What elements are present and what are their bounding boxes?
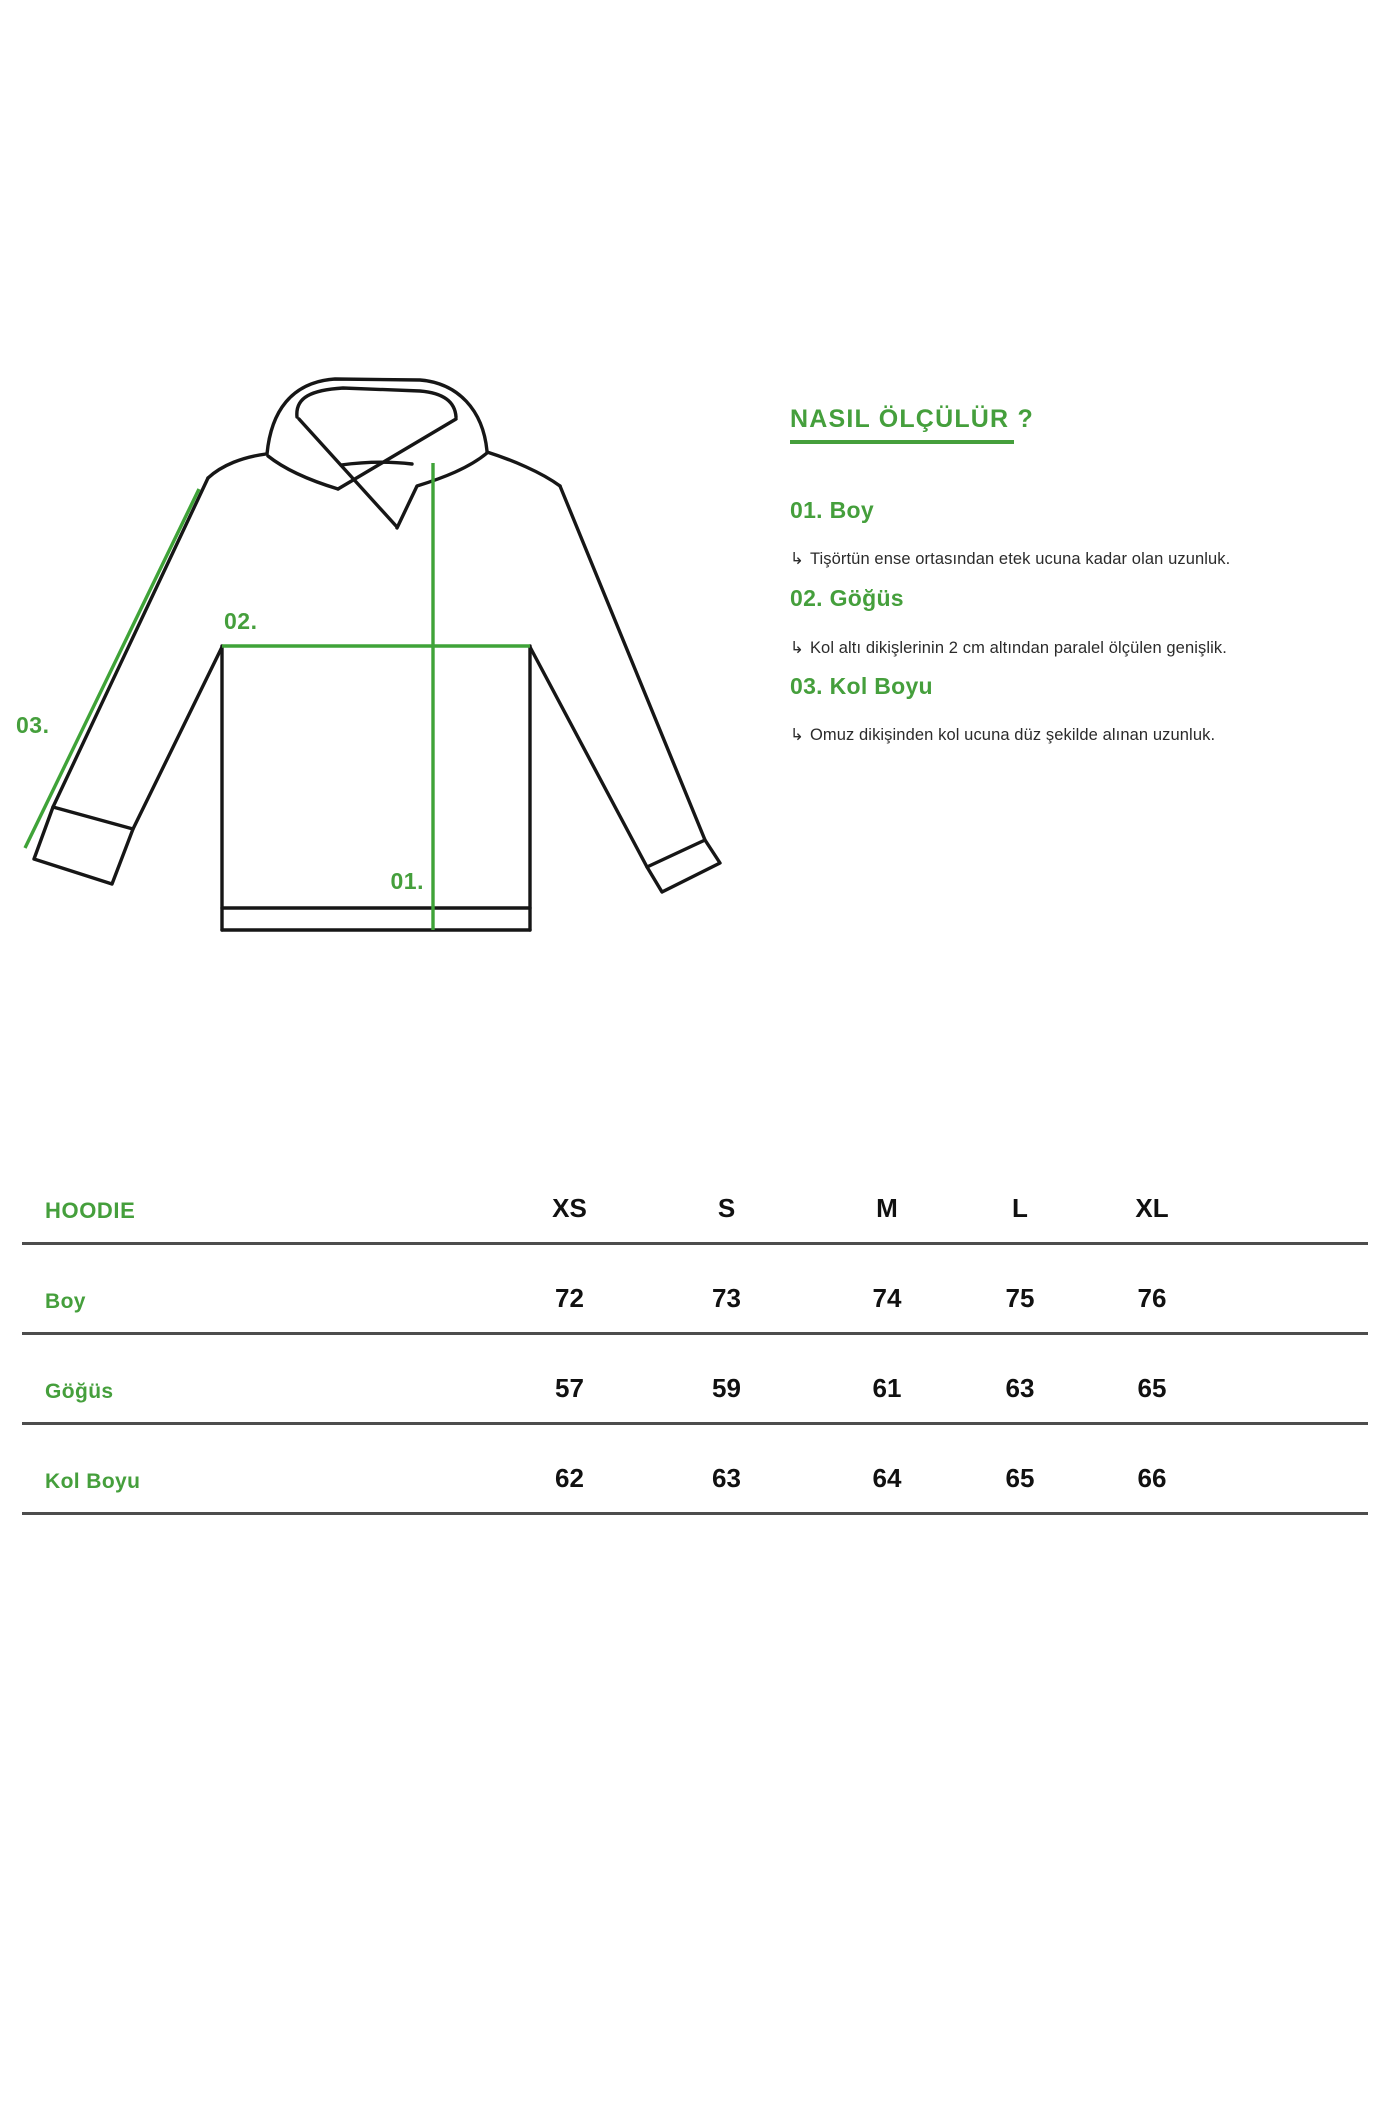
measure-item-description-text: Omuz dikişinden kol ucuna düz şekilde alınan uzunluk. bbox=[809, 726, 1216, 744]
row-label: Kol Boyu bbox=[45, 1470, 141, 1493]
size-column-header-xl: XL bbox=[1135, 1193, 1169, 1223]
size-table bbox=[22, 1155, 1368, 1515]
measure-item-description bbox=[790, 636, 1350, 660]
row-label: Göğüs bbox=[45, 1380, 114, 1403]
right-sleeve-outer-line bbox=[560, 486, 705, 840]
size-value: 65 bbox=[1005, 1463, 1035, 1493]
measure-arrow-icon: ↳ bbox=[790, 638, 804, 657]
hoodie-diagram bbox=[0, 370, 740, 945]
size-value: 73 bbox=[712, 1283, 741, 1313]
left-sleeve-inner-line bbox=[133, 647, 222, 829]
diagram-label-sleeve: 03. bbox=[16, 712, 50, 738]
diagram-label-length: 01. bbox=[390, 868, 424, 894]
right-shoulder-line bbox=[487, 452, 560, 486]
measure-item-description-text: Tişörtün ense ortasından etek ucuna kadar olan uzunluk. bbox=[809, 550, 1231, 568]
collar-left-line bbox=[299, 419, 397, 527]
size-value: 63 bbox=[712, 1463, 741, 1493]
left-cuff bbox=[34, 807, 133, 884]
row-label: Boy bbox=[45, 1290, 86, 1313]
size-value: 61 bbox=[872, 1373, 902, 1403]
diagram-label-chest: 02. bbox=[224, 608, 258, 634]
table-row bbox=[22, 1335, 1368, 1425]
title-underline bbox=[790, 440, 1014, 444]
measure-item-description bbox=[790, 547, 1350, 571]
size-column-header-s: S bbox=[717, 1193, 736, 1223]
size-value: 76 bbox=[1137, 1283, 1167, 1313]
measure-guide-title: NASIL ÖLÇÜLÜR ? bbox=[790, 405, 1034, 433]
size-value: 72 bbox=[555, 1283, 584, 1313]
size-value: 59 bbox=[712, 1373, 741, 1403]
size-column-header-xs: XS bbox=[552, 1193, 587, 1223]
measure-arrow-icon: ↳ bbox=[790, 725, 804, 744]
size-value: 57 bbox=[555, 1373, 584, 1403]
size-value: 65 bbox=[1137, 1373, 1167, 1403]
size-value: 64 bbox=[872, 1463, 902, 1493]
collar-left-base-line bbox=[268, 456, 338, 489]
measure-item-heading: 03. Kol Boyu bbox=[790, 673, 933, 699]
right-cuff bbox=[647, 840, 720, 892]
left-shoulder-line bbox=[208, 454, 266, 478]
size-column-header-l: L bbox=[1012, 1193, 1028, 1223]
size-value: 63 bbox=[1005, 1373, 1035, 1403]
table-row bbox=[22, 1425, 1368, 1515]
measure-item-heading: 01. Boy bbox=[790, 497, 874, 523]
measure-item-description bbox=[790, 723, 1350, 747]
product-label: HOODIE bbox=[45, 1198, 136, 1223]
size-value: 62 bbox=[555, 1463, 584, 1493]
measure-item-description-text: Kol altı dikişlerinin 2 cm altından paralel ölçülen genişlik. bbox=[809, 639, 1227, 657]
table-header-row bbox=[22, 1155, 1368, 1245]
measure-line-sleeve bbox=[25, 489, 199, 848]
table-row bbox=[22, 1245, 1368, 1335]
hood-inner-line bbox=[297, 388, 456, 417]
size-value: 75 bbox=[1005, 1283, 1035, 1313]
size-value: 74 bbox=[872, 1283, 902, 1313]
right-sleeve-inner-line bbox=[530, 647, 647, 867]
size-column-header-m: M bbox=[876, 1193, 898, 1223]
left-sleeve-outer-line bbox=[53, 478, 208, 807]
measure-item-heading: 02. Göğüs bbox=[790, 585, 904, 611]
size-value: 66 bbox=[1137, 1463, 1167, 1493]
measure-arrow-icon: ↳ bbox=[790, 549, 804, 568]
